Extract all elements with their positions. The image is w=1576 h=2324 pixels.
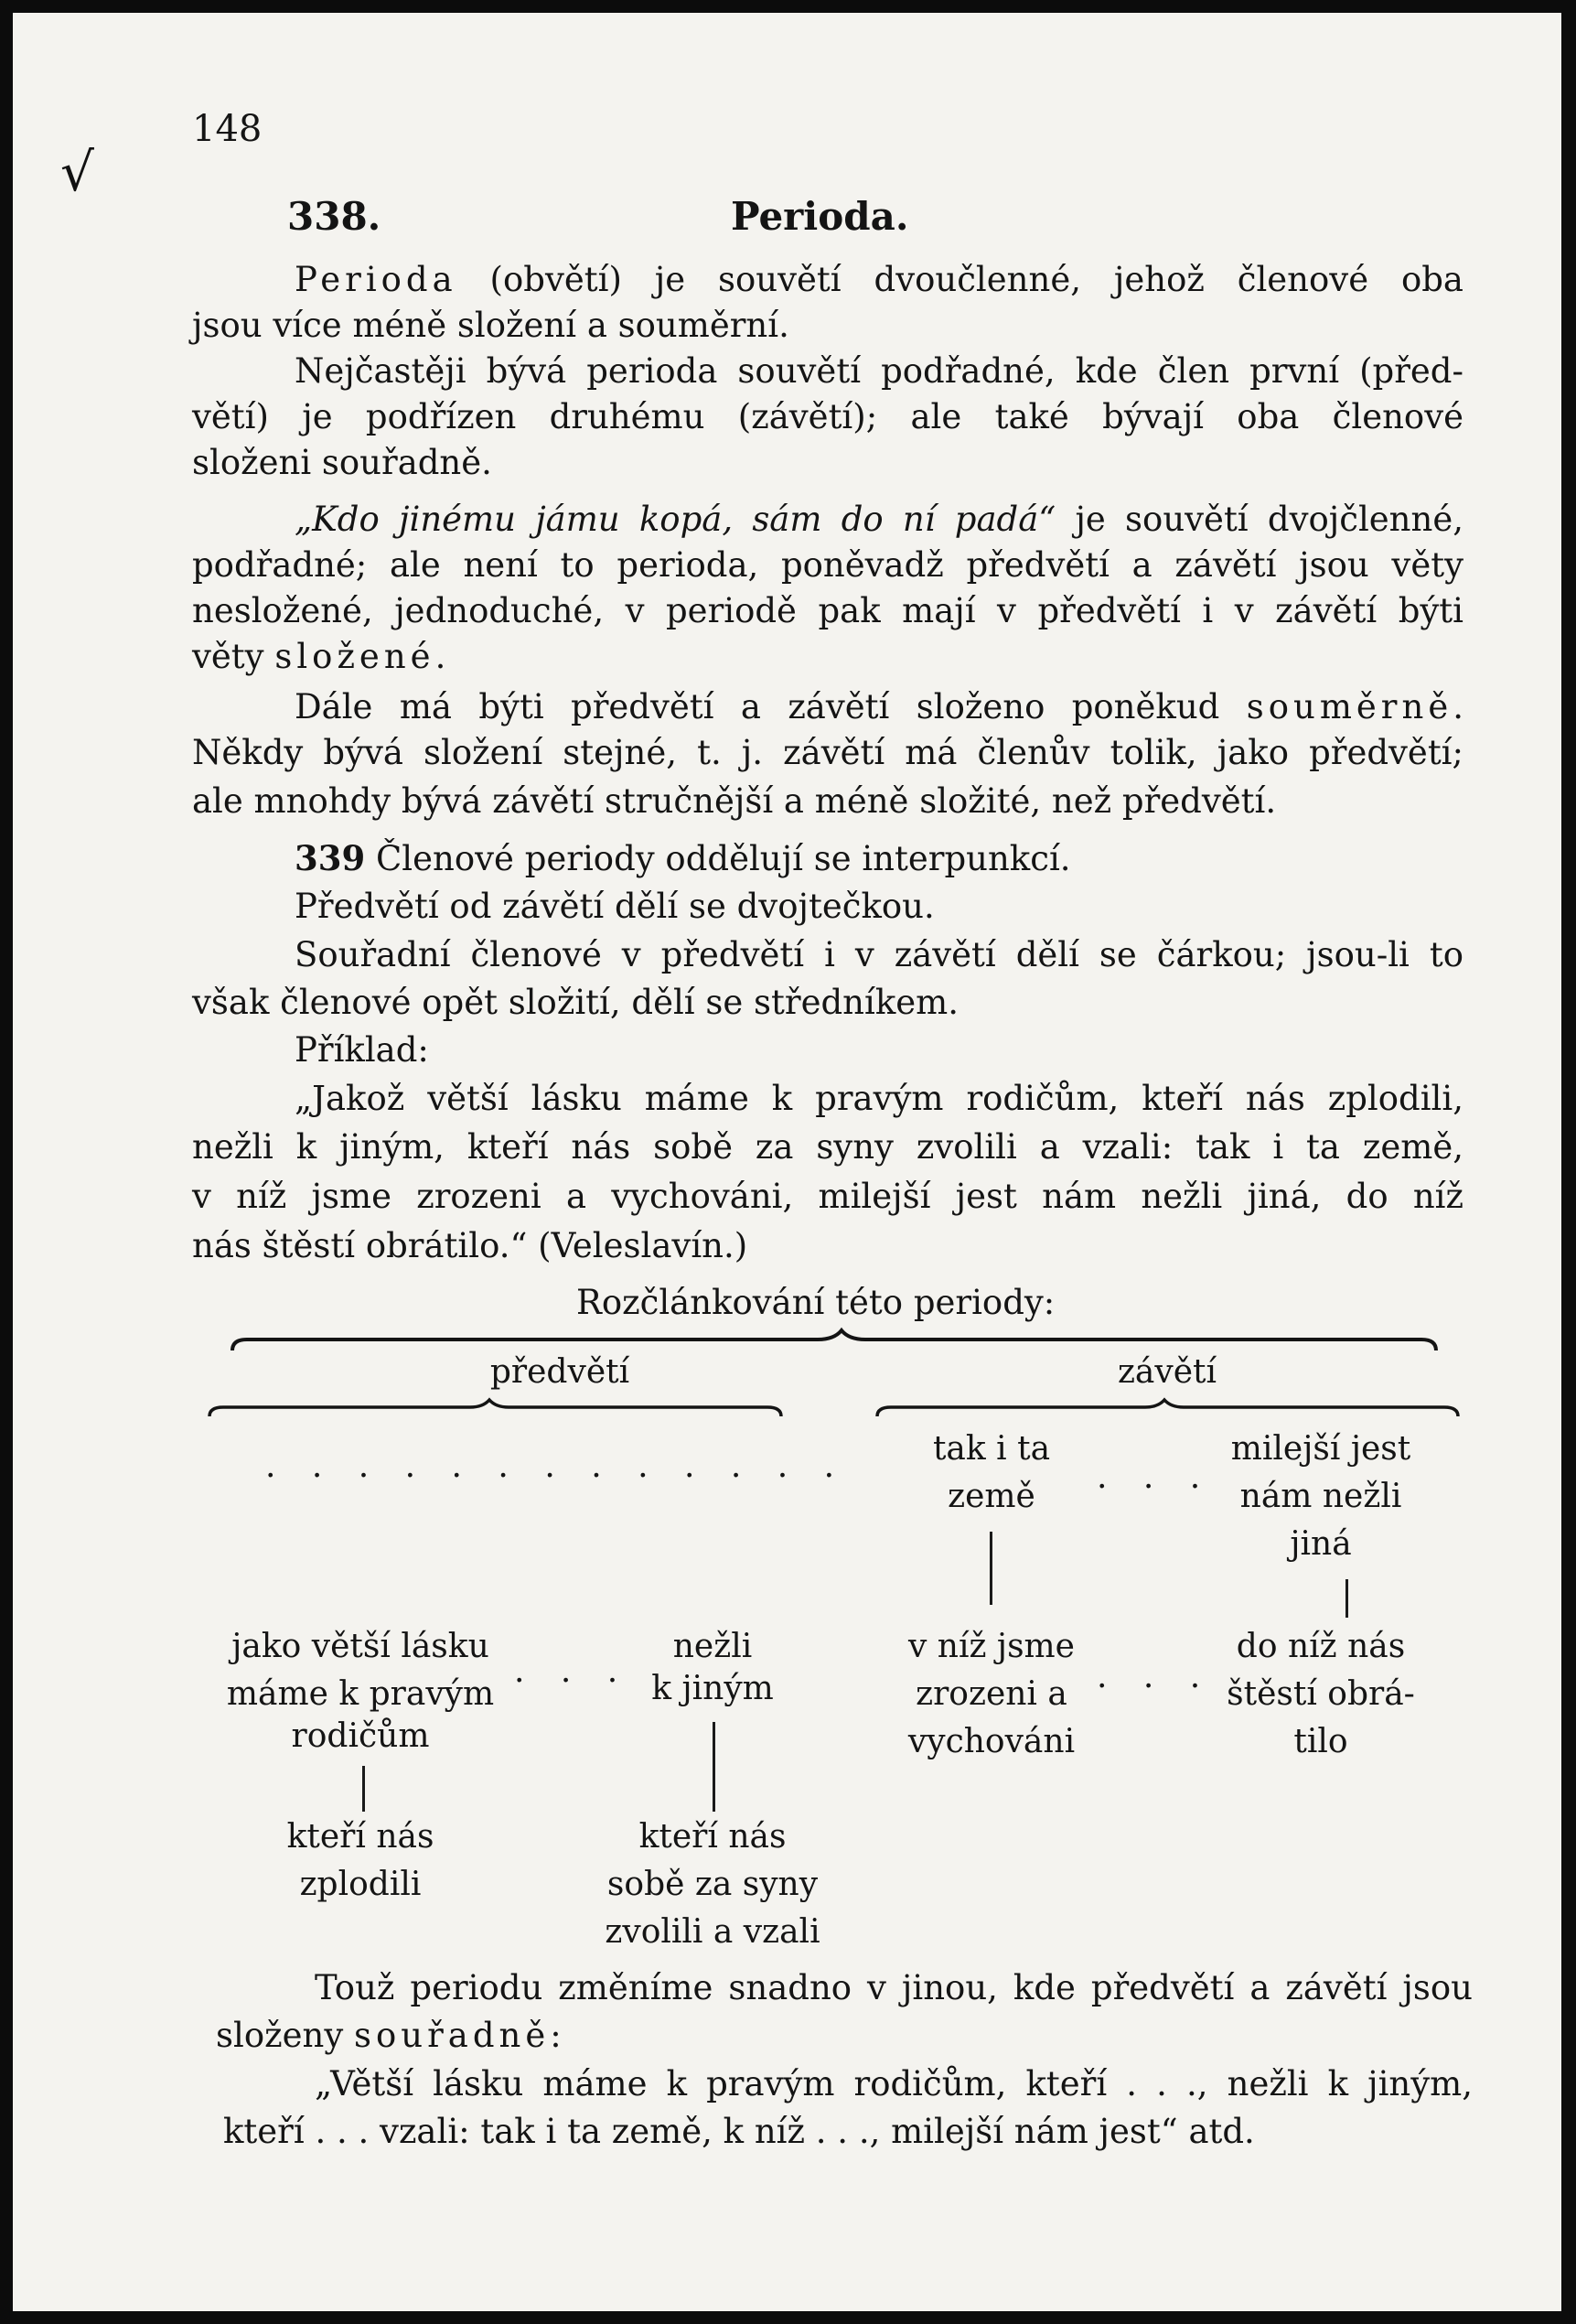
- paragraph-line: nežli k jiným, kteří nás sobě za syny zvolili a vzali: tak i ta země,: [192, 1127, 1463, 1167]
- paragraph-line: Perioda (obvětí) je souvětí dvoučlenné, jehož členové oba: [295, 260, 1463, 299]
- node-jako-vetsi-lasku: rodičům: [291, 1717, 430, 1755]
- node-jako-vetsi-lasku: máme k pravým: [226, 1675, 495, 1713]
- separator-dots: . . .: [514, 1652, 631, 1690]
- connector-line: [1345, 1579, 1348, 1618]
- node-milejsi: jiná: [1290, 1525, 1352, 1563]
- node-tak-i-ta: tak i ta: [932, 1430, 1051, 1468]
- paragraph-line: podřadné; ale není to perioda, poněvadž předvětí a závětí jsou věty: [192, 545, 1463, 585]
- paragraph-line: Příklad:: [295, 1030, 429, 1070]
- paragraph-line: věty složené.: [192, 637, 446, 676]
- paragraph-line: Nejčastěji bývá perioda souvětí podřadné, kde člen první (před-: [295, 351, 1463, 391]
- node-v-niz-jsme: v níž jsme: [908, 1628, 1075, 1665]
- separator-dots: . . .: [1097, 1458, 1214, 1496]
- paragraph-line: kteří . . . vzali: tak i ta země, k níž . . ., milejší nám jest“ atd.: [223, 2112, 1255, 2151]
- connector-line: [990, 1532, 992, 1605]
- node-milejsi: nám nežli: [1239, 1478, 1402, 1515]
- node-kteri-nas-zvolili: sobě za syny: [606, 1866, 819, 1903]
- node-jako-vetsi-lasku: jako větší lásku: [231, 1628, 489, 1665]
- section-title: Perioda.: [731, 194, 909, 239]
- node-kteri-nas-zplodili: kteří nás: [286, 1818, 434, 1856]
- paragraph-line: 339 Členové periody oddělují se interpunkcí.: [295, 838, 1071, 878]
- spaced-term: souměrně: [1246, 687, 1453, 726]
- node-v-niz-jsme: vychováni: [907, 1723, 1076, 1760]
- paragraph-line: „Jakož větší lásku máme k pravým rodičům, kteří nás zplodili,: [295, 1079, 1463, 1118]
- paragraph-line: jsou více méně složení a souměrní.: [192, 306, 789, 345]
- paragraph-line: Dále má býti předvětí a závětí složeno poněkud souměrně.: [295, 687, 1463, 726]
- node-kteri-nas-zvolili: kteří nás: [638, 1818, 787, 1856]
- paragraph-line: „Větší lásku máme k pravým rodičům, kteří . . ., nežli k jiným,: [315, 2064, 1473, 2103]
- spaced-term: Perioda: [295, 260, 457, 299]
- node-v-niz-jsme: zrozeni a: [916, 1675, 1067, 1713]
- connector-line: [713, 1722, 715, 1812]
- margin-check-mark: √: [60, 141, 94, 203]
- italic-proverb: „Kdo jinému jámu kopá, sám do ní padá“: [295, 500, 1056, 539]
- node-zeme: země: [948, 1478, 1035, 1515]
- spaced-term: složené: [274, 637, 435, 676]
- diagram-title: Rozčlánkování této periody:: [576, 1283, 1056, 1322]
- node-nezli-k-jinym: k jiným: [651, 1670, 774, 1707]
- separator-dots: . . .: [1097, 1658, 1214, 1695]
- paragraph-line: větí) je podřízen druhému (závětí); ale také bývají oba členové: [192, 397, 1463, 436]
- node-kteri-nas-zvolili: zvolili a vzali: [605, 1913, 820, 1951]
- omitted-dots: . . . . . . . . . . . . .: [265, 1447, 848, 1485]
- paragraph-line: nás štěstí obrátilo.“ (Veleslavín.): [192, 1226, 748, 1265]
- book-page: [13, 13, 1561, 2311]
- node-do-niz-nas: do níž nás: [1236, 1628, 1406, 1665]
- section-number-inline: 339: [295, 838, 366, 878]
- label-zaveti: závětí: [1117, 1353, 1217, 1391]
- paragraph-line: složeny souřadně:: [216, 2016, 562, 2055]
- paragraph-line: „Kdo jinému jámu kopá, sám do ní padá“ je souvětí dvojčlenné,: [295, 500, 1463, 539]
- paragraph-line: Souřadní členové v předvětí i v závětí dělí se čárkou; jsou-li to: [295, 935, 1463, 974]
- label-predveti: předvětí: [489, 1353, 630, 1391]
- node-milejsi: milejší jest: [1230, 1430, 1411, 1468]
- paragraph-line: však členové opět složití, dělí se středníkem.: [192, 983, 959, 1022]
- paragraph-line: složeni souřadně.: [192, 443, 492, 482]
- section-number: 338.: [287, 194, 381, 239]
- node-do-niz-nas: štěstí obrá-: [1227, 1675, 1415, 1713]
- spaced-term: souřadně: [353, 2016, 551, 2055]
- paragraph-line: Někdy bývá složení stejné, t. j. závětí má členův tolik, jako předvětí;: [192, 733, 1463, 772]
- connector-line: [362, 1766, 365, 1812]
- paragraph-line: v níž jsme zrozeni a vychováni, milejší jest nám nežli jiná, do níž: [192, 1177, 1463, 1216]
- page-number: 148: [192, 108, 263, 150]
- node-nezli-k-jinym: nežli: [672, 1628, 753, 1665]
- paragraph-line: nesložené, jednoduché, v periodě pak mají v předvětí i v závětí býti: [192, 591, 1463, 630]
- paragraph-line: Touž periodu změníme snadno v jinou, kde předvětí a závětí jsou: [315, 1968, 1473, 2007]
- node-kteri-nas-zplodili: zplodili: [299, 1866, 422, 1903]
- paragraph-line: ale mnohdy bývá závětí stručnější a méně složité, než předvětí.: [192, 781, 1277, 821]
- node-do-niz-nas: tilo: [1293, 1723, 1348, 1760]
- paragraph-line: Předvětí od závětí dělí se dvojtečkou.: [295, 887, 935, 926]
